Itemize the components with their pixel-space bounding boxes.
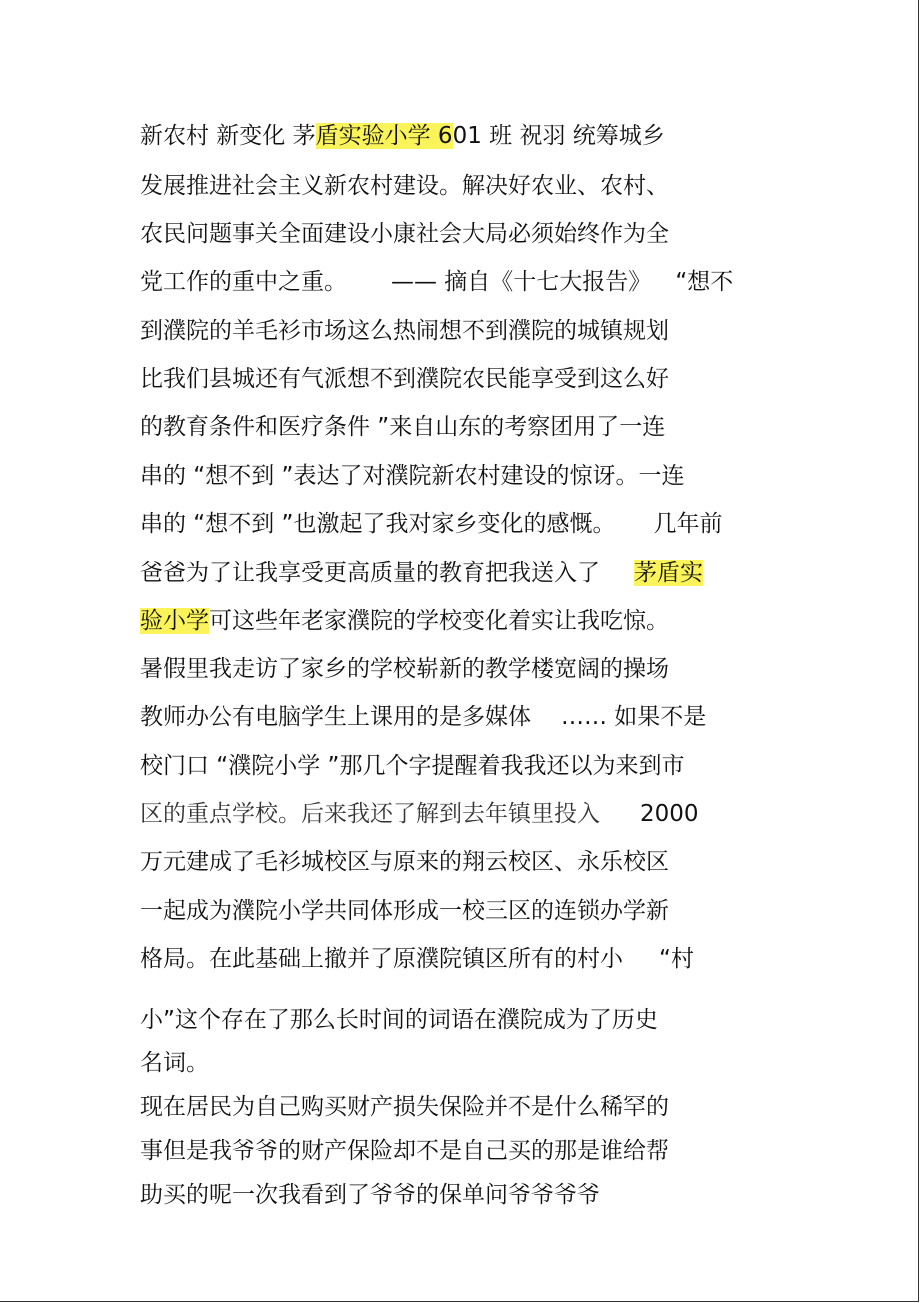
text-segment: 党工作的重中之重。 <box>140 269 347 295</box>
quote-source: —— 摘自《十七大报告》 <box>391 269 652 295</box>
text-segment: 爸爸为了让我享受更高质量的教育把我送入了 <box>140 560 600 586</box>
highlighted-text: 验小学 <box>140 608 209 634</box>
text-line-2 <box>140 171 669 201</box>
text-segment: 事但是我爷爷的财产保险却不是自己买的那是谁给帮 <box>140 1138 669 1164</box>
text-line-4 <box>140 267 733 297</box>
text-segment: 2000 <box>640 801 699 827</box>
text-line-6 <box>140 364 669 394</box>
text-segment: 农民问题事关全面建设小康社会大局必须始终作为全 <box>140 221 669 247</box>
text-segment: 教师办公有电脑学生上课用的是多媒体 <box>140 704 531 730</box>
text-line-9 <box>140 509 722 539</box>
text-line-3 <box>140 219 669 249</box>
text-segment: “村 <box>659 946 694 972</box>
text-segment: 比我们县城还有气派想不到濮院农民能享受到这么好 <box>140 366 669 392</box>
text-segment: …… 如果不是 <box>561 704 707 730</box>
text-segment: 一起成为濮院小学共同体形成一校三区的连锁办学新 <box>140 898 669 924</box>
text-line-17 <box>140 896 669 926</box>
text-line-13 <box>140 702 706 732</box>
text-segment: 区的重点学校。后来我还了解到去年镇里投入 <box>140 801 600 827</box>
text-segment: 串的 “想不到 ”也激起了我对家乡变化的感慨。 <box>140 511 616 537</box>
highlighted-text: 盾实验小学 6 <box>315 123 453 149</box>
text-line-22 <box>140 1136 669 1166</box>
text-line-1 <box>140 121 665 151</box>
text-segment: 的教育条件和医疗条件 ”来自山东的考察团用了一连 <box>140 414 666 440</box>
text-line-15 <box>140 799 699 829</box>
text-segment: 到濮院的羊毛衫市场这么热闹想不到濮院的城镇规划 <box>140 318 669 344</box>
text-segment: 助买的呢一次我看到了爷爷的保单问爷爷爷爷 <box>140 1182 600 1208</box>
text-segment: 格局。在此基础上撤并了原濮院镇区所有的村小 <box>140 946 623 972</box>
text-line-16 <box>140 847 669 877</box>
text-line-14 <box>140 751 684 781</box>
text-line-11 <box>140 606 669 636</box>
text-line-23 <box>140 1180 600 1210</box>
text-segment: 发展推进社会主义新农村建设。解决好农业、农村、 <box>140 173 669 199</box>
text-segment: 几年前 <box>653 511 723 537</box>
text-line-20 <box>140 1048 209 1078</box>
text-line-21 <box>140 1092 669 1122</box>
text-line-19 <box>140 1005 658 1035</box>
text-segment: 可这些年老家濮院的学校变化着实让我吃惊。 <box>209 608 669 634</box>
text-segment: 串的 “想不到 ”表达了对濮院新农村建设的惊讶。一连 <box>140 463 685 489</box>
text-line-5 <box>140 316 669 346</box>
text-line-8 <box>140 461 684 491</box>
text-segment: 小”这个存在了那么长时间的词语在濮院成为了历史 <box>140 1007 658 1033</box>
text-segment: 现在居民为自己购买财产损失保险并不是什么稀罕的 <box>140 1094 669 1120</box>
text-segment: 暑假里我走访了家乡的学校崭新的教学楼宽阔的操场 <box>140 656 669 682</box>
text-segment: 新农村 新变化 茅 <box>140 123 316 149</box>
text-line-18 <box>140 944 694 974</box>
text-segment: 万元建成了毛衫城校区与原来的翔云校区、永乐校区 <box>140 849 669 875</box>
text-segment: 01 班 祝羽 统筹城乡 <box>452 123 665 149</box>
highlighted-text: 茅盾实 <box>634 560 703 586</box>
text-segment: 名词。 <box>140 1050 209 1076</box>
text-line-10 <box>140 558 703 588</box>
text-line-7 <box>140 412 665 442</box>
text-segment: 校门口 “濮院小学 ”那几个字提醒着我我还以为来到市 <box>140 753 685 779</box>
text-line-12 <box>140 654 669 684</box>
text-segment: “想不 <box>675 269 734 295</box>
